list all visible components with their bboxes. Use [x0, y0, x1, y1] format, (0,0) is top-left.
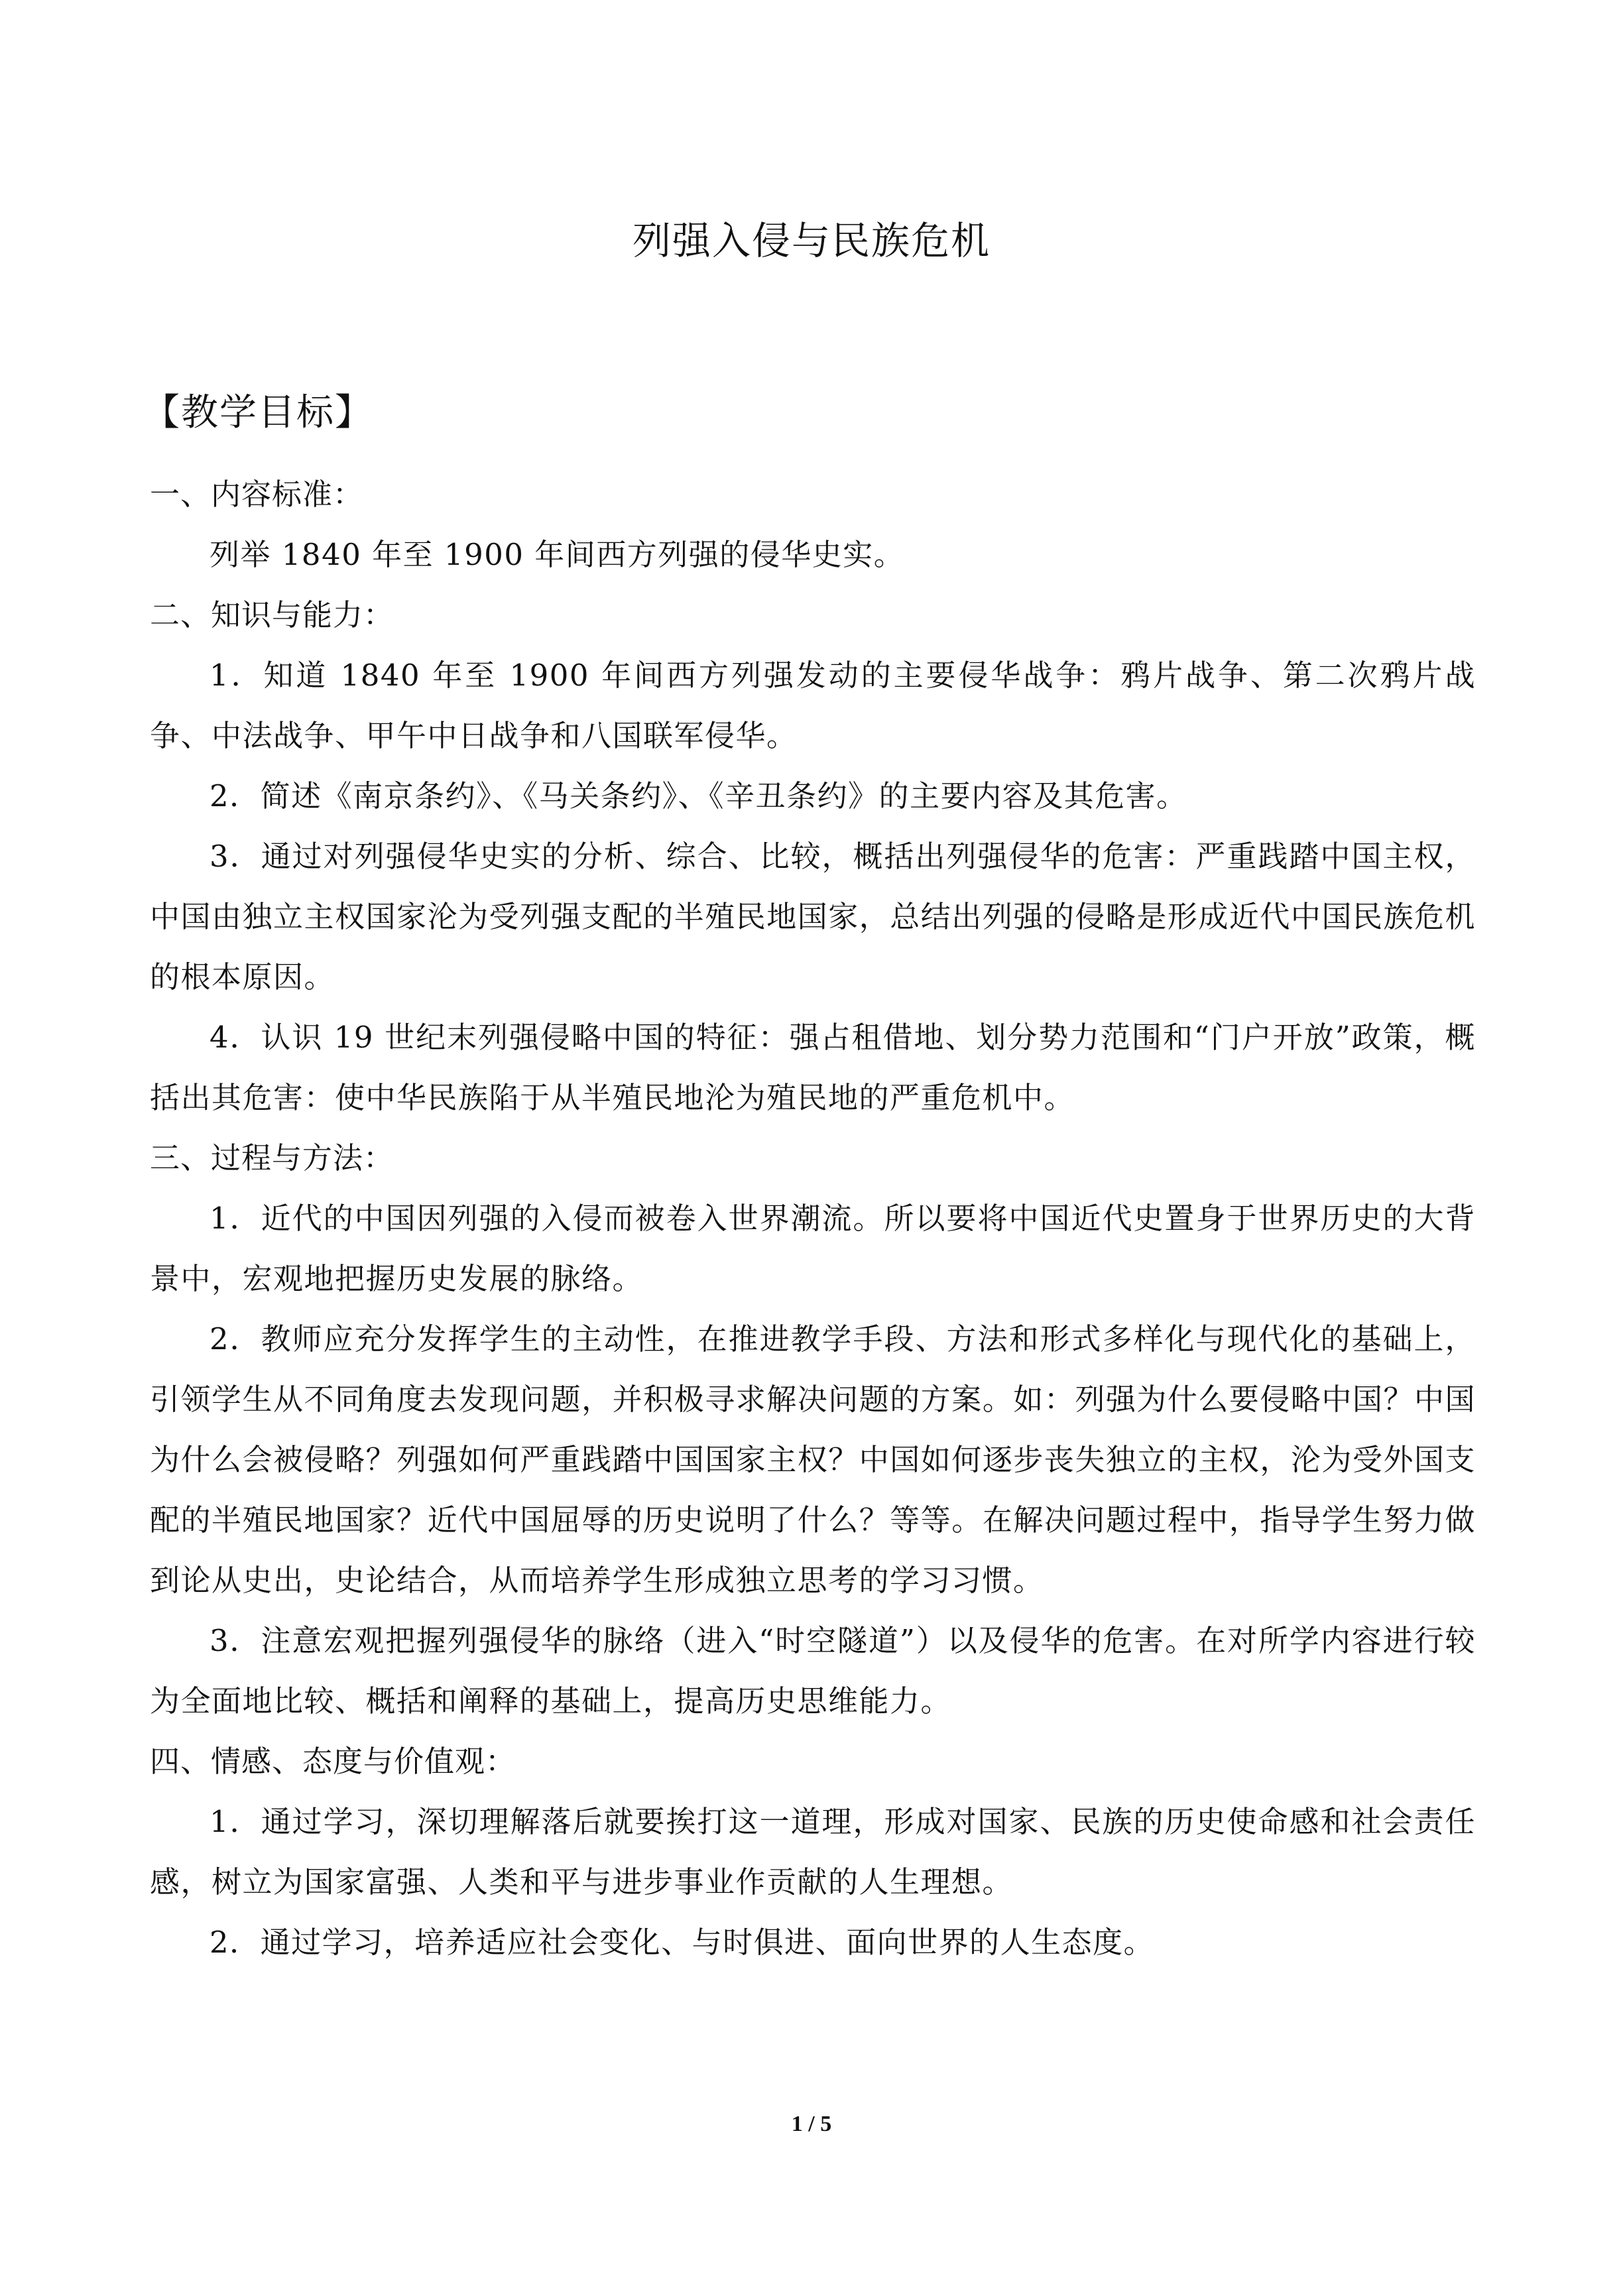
paragraph: 3．通过对列强侵华史实的分析、综合、比较，概括出列强侵华的危害：严重践踏中国主权，中国由独立主权国家沦为受列强支配的半殖民地国家，总结出列强的侵略是形成近代中国民族危机的根本原因。	[150, 839, 1476, 995]
paragraph: 1．知道 1840 年至 1900 年间西方列强发动的主要侵华战争：鸦片战争、第二次鸦片战争、中法战争、甲午中日战争和八国联军侵华。	[150, 658, 1476, 753]
section-heading: 【教学目标】	[143, 391, 373, 434]
heading-content-standard: 一、内容标准：	[150, 477, 364, 512]
paragraph: 2．通过学习，培养适应社会变化、与时俱进、面向世界的人生态度。	[210, 1925, 1155, 1960]
paragraph: 1．近代的中国因列强的入侵而被卷入世界潮流。所以要将中国近代史置身于世界历史的大背景中，宏观地把握历史发展的脉络。	[150, 1201, 1476, 1296]
paragraph: 2．教师应充分发挥学生的主动性，在推进教学手段、方法和形式多样化与现代化的基础上，引领学生从不同角度去发现问题，并积极寻求解决问题的方案。如：列强为什么要侵略中国？中国为什么会被侵略？列强如何严重践踏中国国家主权？中国如何逐步丧失独立的主权，沦为受外国支配的半殖民地国家？近代中国屈辱的历史说明了什么？等等。在解决问题过程中，指导学生努力做到论从史出，史论结合，从而培养学生形成独立思考的学习习惯。	[150, 1321, 1476, 1598]
paragraph: 4．认识 19 世纪末列强侵略中国的特征：强占租借地、划分势力范围和“门户开放”政策，概括出其危害：使中华民族陷于从半殖民地沦为殖民地的严重危机中。	[150, 1020, 1476, 1115]
paragraph: 2．简述《南京条约》、《马关条约》、《辛丑条约》的主要内容及其危害。	[210, 778, 1187, 814]
paragraph: 列举 1840 年至 1900 年间西方列强的侵华史实。	[210, 537, 905, 572]
heading-knowledge-ability: 二、知识与能力：	[150, 597, 394, 633]
paragraph: 1．通过学习，深切理解落后就要挨打这一道理，形成对国家、民族的历史使命感和社会责任感，树立为国家富强、人类和平与进步事业作贡献的人生理想。	[150, 1804, 1476, 1900]
heading-process-method: 三、过程与方法：	[150, 1140, 394, 1176]
heading-emotion-values: 四、情感、态度与价值观：	[150, 1744, 516, 1779]
document-body	[150, 464, 1476, 1972]
page-number: 1 / 5	[791, 2112, 832, 2136]
page-title: 列强入侵与民族危机	[632, 218, 991, 263]
paragraph: 3．注意宏观把握列强侵华的脉络（进入“时空隧道”）以及侵华的危害。在对所学内容进行较为全面地比较、概括和阐释的基础上，提高历史思维能力。	[150, 1623, 1476, 1719]
